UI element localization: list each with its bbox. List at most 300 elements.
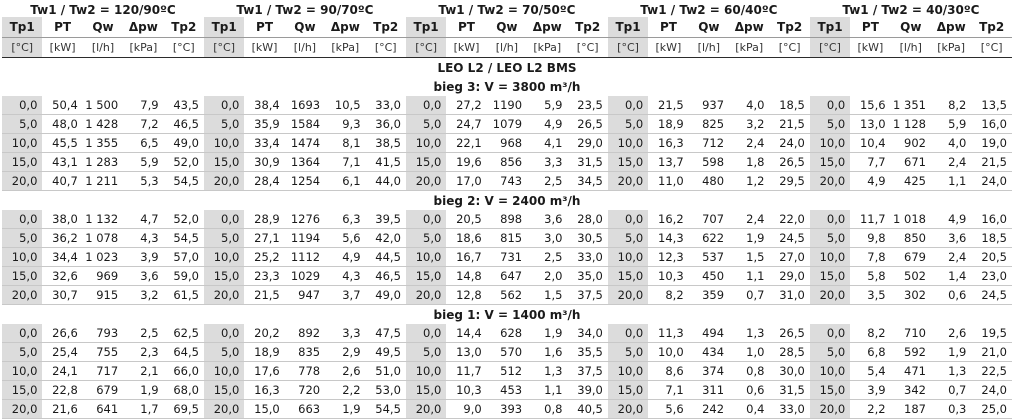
table-cell: 1,3 <box>729 324 769 343</box>
table-cell: 31,5 <box>567 153 607 172</box>
table-cell: 15,0 <box>204 381 244 400</box>
table-cell: 1 351 <box>891 96 931 115</box>
group-header-row <box>2 0 1012 17</box>
table-cell: 679 <box>83 381 123 400</box>
table-cell: 0,7 <box>729 286 769 305</box>
table-cell: 5,0 <box>406 229 446 248</box>
table-cell: 24,0 <box>971 381 1012 400</box>
table-cell: 22,5 <box>971 362 1012 381</box>
column-header: Qw <box>285 17 325 38</box>
table-cell: 69,5 <box>164 400 204 419</box>
table-cell: 1,9 <box>325 400 365 419</box>
table-cell: 0,0 <box>204 210 244 229</box>
table-cell: 2,6 <box>931 324 971 343</box>
table-cell: 1474 <box>285 134 325 153</box>
table-cell: 969 <box>83 267 123 286</box>
table-cell: 825 <box>689 115 729 134</box>
table-cell: 41,5 <box>366 153 406 172</box>
table-cell: 10,0 <box>810 362 850 381</box>
unit-label: [°C] <box>366 38 406 58</box>
table-cell: 562 <box>487 286 527 305</box>
table-cell: 25,0 <box>971 400 1012 419</box>
table-cell: 1,5 <box>729 248 769 267</box>
table-cell: 2,4 <box>931 153 971 172</box>
table-cell: 18,5 <box>769 96 809 115</box>
table-cell: 1,1 <box>931 172 971 191</box>
table-cell: 9,0 <box>446 400 486 419</box>
table-cell: 1,9 <box>931 343 971 362</box>
table-cell: 937 <box>689 96 729 115</box>
column-header: PT <box>648 17 688 38</box>
table-cell: 1 283 <box>83 153 123 172</box>
column-header: Tp1 <box>204 17 244 38</box>
table-cell: 15,0 <box>2 153 42 172</box>
table-cell: 15,0 <box>2 267 42 286</box>
table-cell: 7,7 <box>850 153 890 172</box>
table-cell: 33,0 <box>567 248 607 267</box>
table-cell: 11,7 <box>446 362 486 381</box>
table-cell: 10,5 <box>325 96 365 115</box>
table-row <box>2 96 1012 115</box>
temperature-group-header: Tw1 / Tw2 = 70/50ºC <box>438 3 576 17</box>
table-cell: 10,0 <box>810 134 850 153</box>
table-cell: 20,2 <box>244 324 284 343</box>
table-cell: 14,4 <box>446 324 486 343</box>
table-cell: 731 <box>487 248 527 267</box>
table-row <box>2 210 1012 229</box>
table-cell: 43,5 <box>164 96 204 115</box>
table-cell: 2,4 <box>729 210 769 229</box>
table-cell: 23,5 <box>567 96 607 115</box>
table-cell: 1,9 <box>729 229 769 248</box>
table-cell: 311 <box>689 381 729 400</box>
table-cell: 15,0 <box>810 267 850 286</box>
table-cell: 6,8 <box>850 343 890 362</box>
table-cell: 18,9 <box>244 343 284 362</box>
table-cell: 29,5 <box>769 172 809 191</box>
table-cell: 27,1 <box>244 229 284 248</box>
unit-label: [l/h] <box>83 38 123 58</box>
table-cell: 898 <box>487 210 527 229</box>
table-cell: 712 <box>689 134 729 153</box>
table-cell: 4,3 <box>325 267 365 286</box>
unit-label: [°C] <box>971 38 1012 58</box>
table-row <box>2 400 1012 419</box>
table-cell: 5,0 <box>406 343 446 362</box>
unit-label: [kW] <box>244 38 284 58</box>
table-cell: 10,0 <box>608 362 648 381</box>
table-cell: 10,3 <box>648 267 688 286</box>
table-cell: 755 <box>83 343 123 362</box>
unit-label: [°C] <box>406 38 446 58</box>
table-cell: 20,0 <box>204 400 244 419</box>
table-cell: 710 <box>891 324 931 343</box>
table-cell: 570 <box>487 343 527 362</box>
table-cell: 10,0 <box>406 362 446 381</box>
table-cell: 7,8 <box>850 248 890 267</box>
table-cell: 48,0 <box>42 115 82 134</box>
table-cell: 26,5 <box>769 324 809 343</box>
table-cell: 20,0 <box>2 286 42 305</box>
table-cell: 20,0 <box>406 286 446 305</box>
table-cell: 10,0 <box>810 248 850 267</box>
table-cell: 502 <box>891 267 931 286</box>
table-cell: 20,0 <box>608 172 648 191</box>
table-cell: 5,0 <box>810 229 850 248</box>
table-cell: 15,0 <box>204 153 244 172</box>
table-cell: 9,3 <box>325 115 365 134</box>
table-cell: 3,9 <box>123 248 163 267</box>
table-cell: 24,1 <box>42 362 82 381</box>
table-cell: 663 <box>285 400 325 419</box>
table-row <box>2 381 1012 400</box>
table-cell: 34,0 <box>567 324 607 343</box>
table-cell: 34,4 <box>42 248 82 267</box>
table-cell: 2,4 <box>729 134 769 153</box>
table-cell: 31,5 <box>769 381 809 400</box>
fan-speed-title: bieg 1: V = 1400 m³/h <box>433 307 581 322</box>
table-cell: 21,5 <box>648 96 688 115</box>
column-header: PT <box>850 17 890 38</box>
column-header: Δpw <box>123 17 163 38</box>
table-cell: 33,0 <box>366 96 406 115</box>
table-cell: 0,0 <box>608 324 648 343</box>
table-cell: 28,0 <box>567 210 607 229</box>
unit-label: [kPa] <box>729 38 769 58</box>
table-cell: 4,3 <box>123 229 163 248</box>
table-cell: 51,0 <box>366 362 406 381</box>
table-cell: 45,5 <box>42 134 82 153</box>
table-cell: 856 <box>487 153 527 172</box>
table-cell: 512 <box>487 362 527 381</box>
section-header-row <box>2 305 1012 325</box>
section-header-row <box>2 191 1012 211</box>
table-cell: 8,2 <box>850 324 890 343</box>
table-cell: 778 <box>285 362 325 381</box>
table-cell: 2,3 <box>123 343 163 362</box>
table-cell: 3,3 <box>325 324 365 343</box>
table-cell: 1190 <box>487 96 527 115</box>
table-cell: 1,3 <box>931 362 971 381</box>
table-cell: 26,5 <box>567 115 607 134</box>
table-cell: 24,0 <box>971 172 1012 191</box>
table-cell: 25,4 <box>42 343 82 362</box>
table-cell: 10,0 <box>204 362 244 381</box>
table-cell: 434 <box>689 343 729 362</box>
column-header: Qw <box>83 17 123 38</box>
table-cell: 0,0 <box>2 324 42 343</box>
table-cell: 20,0 <box>406 172 446 191</box>
table-cell: 622 <box>689 229 729 248</box>
table-cell: 8,2 <box>931 96 971 115</box>
table-cell: 20,0 <box>608 286 648 305</box>
table-cell: 10,0 <box>204 248 244 267</box>
table-cell: 68,0 <box>164 381 204 400</box>
table-cell: 592 <box>891 343 931 362</box>
table-cell: 0,8 <box>527 400 567 419</box>
column-header: Δpw <box>729 17 769 38</box>
table-cell: 628 <box>487 324 527 343</box>
table-cell: 36,2 <box>42 229 82 248</box>
table-cell: 7,1 <box>325 153 365 172</box>
table-cell: 18,9 <box>648 115 688 134</box>
table-cell: 10,0 <box>2 248 42 267</box>
table-cell: 1693 <box>285 96 325 115</box>
table-cell: 902 <box>891 134 931 153</box>
table-cell: 42,0 <box>366 229 406 248</box>
table-cell: 24,0 <box>769 134 809 153</box>
table-cell: 453 <box>487 381 527 400</box>
unit-label: [l/h] <box>689 38 729 58</box>
table-cell: 17,6 <box>244 362 284 381</box>
table-cell: 10,0 <box>406 248 446 267</box>
column-header: PT <box>446 17 486 38</box>
table-cell: 0,0 <box>608 96 648 115</box>
unit-label: [kPa] <box>931 38 971 58</box>
table-cell: 0,3 <box>931 400 971 419</box>
table-cell: 1 132 <box>83 210 123 229</box>
table-row <box>2 229 1012 248</box>
table-cell: 0,0 <box>810 210 850 229</box>
table-cell: 20,0 <box>406 400 446 419</box>
table-cell: 5,0 <box>810 115 850 134</box>
table-cell: 21,5 <box>769 115 809 134</box>
table-cell: 1 023 <box>83 248 123 267</box>
table-cell: 13,7 <box>648 153 688 172</box>
table-cell: 10,0 <box>2 134 42 153</box>
table-cell: 187 <box>891 400 931 419</box>
table-cell: 15,0 <box>608 153 648 172</box>
table-cell: 5,0 <box>2 343 42 362</box>
table-cell: 3,7 <box>325 286 365 305</box>
table-cell: 0,0 <box>204 324 244 343</box>
table-cell: 15,6 <box>850 96 890 115</box>
table-cell: 40,5 <box>567 400 607 419</box>
table-cell: 6,5 <box>123 134 163 153</box>
table-cell: 1,2 <box>729 172 769 191</box>
unit-label: [°C] <box>2 38 42 58</box>
table-cell: 5,0 <box>406 115 446 134</box>
table-cell: 1584 <box>285 115 325 134</box>
table-cell: 37,5 <box>567 286 607 305</box>
table-cell: 0,0 <box>810 96 850 115</box>
table-cell: 10,0 <box>406 134 446 153</box>
table-cell: 0,7 <box>931 381 971 400</box>
table-cell: 52,0 <box>164 153 204 172</box>
table-cell: 15,0 <box>608 381 648 400</box>
table-cell: 1,9 <box>123 381 163 400</box>
temperature-group-header: Tw1 / Tw2 = 60/40ºC <box>640 3 778 17</box>
table-row <box>2 286 1012 305</box>
table-cell: 7,2 <box>123 115 163 134</box>
column-header: Tp1 <box>2 17 42 38</box>
table-cell: 5,6 <box>325 229 365 248</box>
table-cell: 5,9 <box>931 115 971 134</box>
table-cell: 61,5 <box>164 286 204 305</box>
table-cell: 19,5 <box>971 324 1012 343</box>
column-header: Qw <box>891 17 931 38</box>
unit-row <box>2 38 1012 58</box>
table-cell: 38,5 <box>366 134 406 153</box>
table-cell: 1254 <box>285 172 325 191</box>
table-cell: 3,6 <box>123 267 163 286</box>
column-header: Tp2 <box>164 17 204 38</box>
table-cell: 13,0 <box>850 115 890 134</box>
table-cell: 815 <box>487 229 527 248</box>
table-cell: 20,5 <box>446 210 486 229</box>
table-cell: 21,5 <box>244 286 284 305</box>
table-cell: 4,0 <box>729 96 769 115</box>
table-cell: 1,7 <box>123 400 163 419</box>
table-cell: 11,3 <box>648 324 688 343</box>
table-cell: 4,1 <box>527 134 567 153</box>
table-cell: 38,0 <box>42 210 82 229</box>
table-cell: 5,0 <box>204 343 244 362</box>
column-header: Tp2 <box>971 17 1012 38</box>
table-cell: 1,4 <box>931 267 971 286</box>
table-cell: 8,6 <box>648 362 688 381</box>
table-cell: 242 <box>689 400 729 419</box>
table-cell: 64,5 <box>164 343 204 362</box>
table-cell: 5,6 <box>648 400 688 419</box>
table-cell: 30,0 <box>769 362 809 381</box>
table-cell: 49,0 <box>366 286 406 305</box>
table-cell: 835 <box>285 343 325 362</box>
table-cell: 20,5 <box>971 248 1012 267</box>
table-cell: 38,4 <box>244 96 284 115</box>
table-cell: 22,0 <box>769 210 809 229</box>
table-cell: 5,0 <box>608 229 648 248</box>
table-cell: 12,8 <box>446 286 486 305</box>
table-cell: 1,6 <box>527 343 567 362</box>
table-cell: 14,8 <box>446 267 486 286</box>
table-cell: 0,0 <box>2 96 42 115</box>
table-cell: 1079 <box>487 115 527 134</box>
table-cell: 1194 <box>285 229 325 248</box>
unit-label: [kPa] <box>527 38 567 58</box>
table-cell: 11,0 <box>648 172 688 191</box>
table-cell: 43,1 <box>42 153 82 172</box>
table-cell: 717 <box>83 362 123 381</box>
column-header: Tp1 <box>608 17 648 38</box>
table-cell: 30,9 <box>244 153 284 172</box>
column-header: Δpw <box>325 17 365 38</box>
unit-label: [°C] <box>608 38 648 58</box>
table-cell: 3,9 <box>850 381 890 400</box>
table-cell: 5,8 <box>850 267 890 286</box>
unit-label: [kW] <box>42 38 82 58</box>
table-cell: 22,1 <box>446 134 486 153</box>
table-cell: 1 500 <box>83 96 123 115</box>
table-row <box>2 267 1012 286</box>
performance-table <box>2 0 1012 419</box>
table-cell: 393 <box>487 400 527 419</box>
column-header: Tp2 <box>366 17 406 38</box>
table-cell: 22,8 <box>42 381 82 400</box>
table-cell: 17,0 <box>446 172 486 191</box>
table-row <box>2 115 1012 134</box>
table-cell: 15,0 <box>2 381 42 400</box>
table-cell: 450 <box>689 267 729 286</box>
table-cell: 8,1 <box>325 134 365 153</box>
table-cell: 26,6 <box>42 324 82 343</box>
table-cell: 374 <box>689 362 729 381</box>
table-cell: 0,6 <box>729 381 769 400</box>
table-cell: 16,7 <box>446 248 486 267</box>
temperature-group-header: Tw1 / Tw2 = 90/70ºC <box>236 3 374 17</box>
column-header: Tp1 <box>406 17 446 38</box>
table-cell: 1,5 <box>527 286 567 305</box>
table-cell: 19,6 <box>446 153 486 172</box>
table-cell: 1112 <box>285 248 325 267</box>
model-title: LEO L2 / LEO L2 BMS <box>437 60 577 75</box>
table-cell: 6,3 <box>325 210 365 229</box>
table-cell: 29,0 <box>769 267 809 286</box>
table-cell: 18,6 <box>446 229 486 248</box>
table-cell: 14,3 <box>648 229 688 248</box>
unit-label: [kW] <box>850 38 890 58</box>
table-cell: 3,5 <box>850 286 890 305</box>
table-cell: 23,0 <box>971 267 1012 286</box>
unit-label: [°C] <box>567 38 607 58</box>
table-cell: 5,0 <box>810 343 850 362</box>
table-cell: 46,5 <box>164 115 204 134</box>
table-cell: 20,0 <box>810 400 850 419</box>
model-row <box>2 58 1012 78</box>
table-cell: 0,0 <box>406 210 446 229</box>
table-cell: 13,5 <box>971 96 1012 115</box>
table-cell: 641 <box>83 400 123 419</box>
table-cell: 25,2 <box>244 248 284 267</box>
table-cell: 3,3 <box>527 153 567 172</box>
table-cell: 1,1 <box>527 381 567 400</box>
table-cell: 53,0 <box>366 381 406 400</box>
table-cell: 20,0 <box>810 286 850 305</box>
table-cell: 2,6 <box>325 362 365 381</box>
unit-label: [l/h] <box>487 38 527 58</box>
table-cell: 1,0 <box>729 343 769 362</box>
table-cell: 679 <box>891 248 931 267</box>
table-cell: 5,0 <box>608 115 648 134</box>
table-cell: 40,7 <box>42 172 82 191</box>
column-header: PT <box>42 17 82 38</box>
section-header-row <box>2 77 1012 96</box>
table-cell: 20,0 <box>608 400 648 419</box>
table-cell: 15,0 <box>406 153 446 172</box>
table-cell: 5,3 <box>123 172 163 191</box>
table-cell: 34,5 <box>567 172 607 191</box>
table-cell: 359 <box>689 286 729 305</box>
table-cell: 52,0 <box>164 210 204 229</box>
table-cell: 16,0 <box>971 210 1012 229</box>
table-cell: 46,5 <box>366 267 406 286</box>
table-cell: 44,5 <box>366 248 406 267</box>
table-cell: 302 <box>891 286 931 305</box>
table-row <box>2 362 1012 381</box>
table-cell: 23,3 <box>244 267 284 286</box>
table-cell: 2,4 <box>931 248 971 267</box>
table-cell: 16,0 <box>971 115 1012 134</box>
table-cell: 5,0 <box>2 115 42 134</box>
table-cell: 15,0 <box>406 381 446 400</box>
unit-label: [°C] <box>810 38 850 58</box>
temperature-group-header: Tw1 / Tw2 = 40/30ºC <box>842 3 980 17</box>
table-cell: 35,0 <box>567 267 607 286</box>
table-cell: 20,0 <box>204 286 244 305</box>
table-cell: 31,0 <box>769 286 809 305</box>
unit-label: [kW] <box>648 38 688 58</box>
table-cell: 4,9 <box>931 210 971 229</box>
